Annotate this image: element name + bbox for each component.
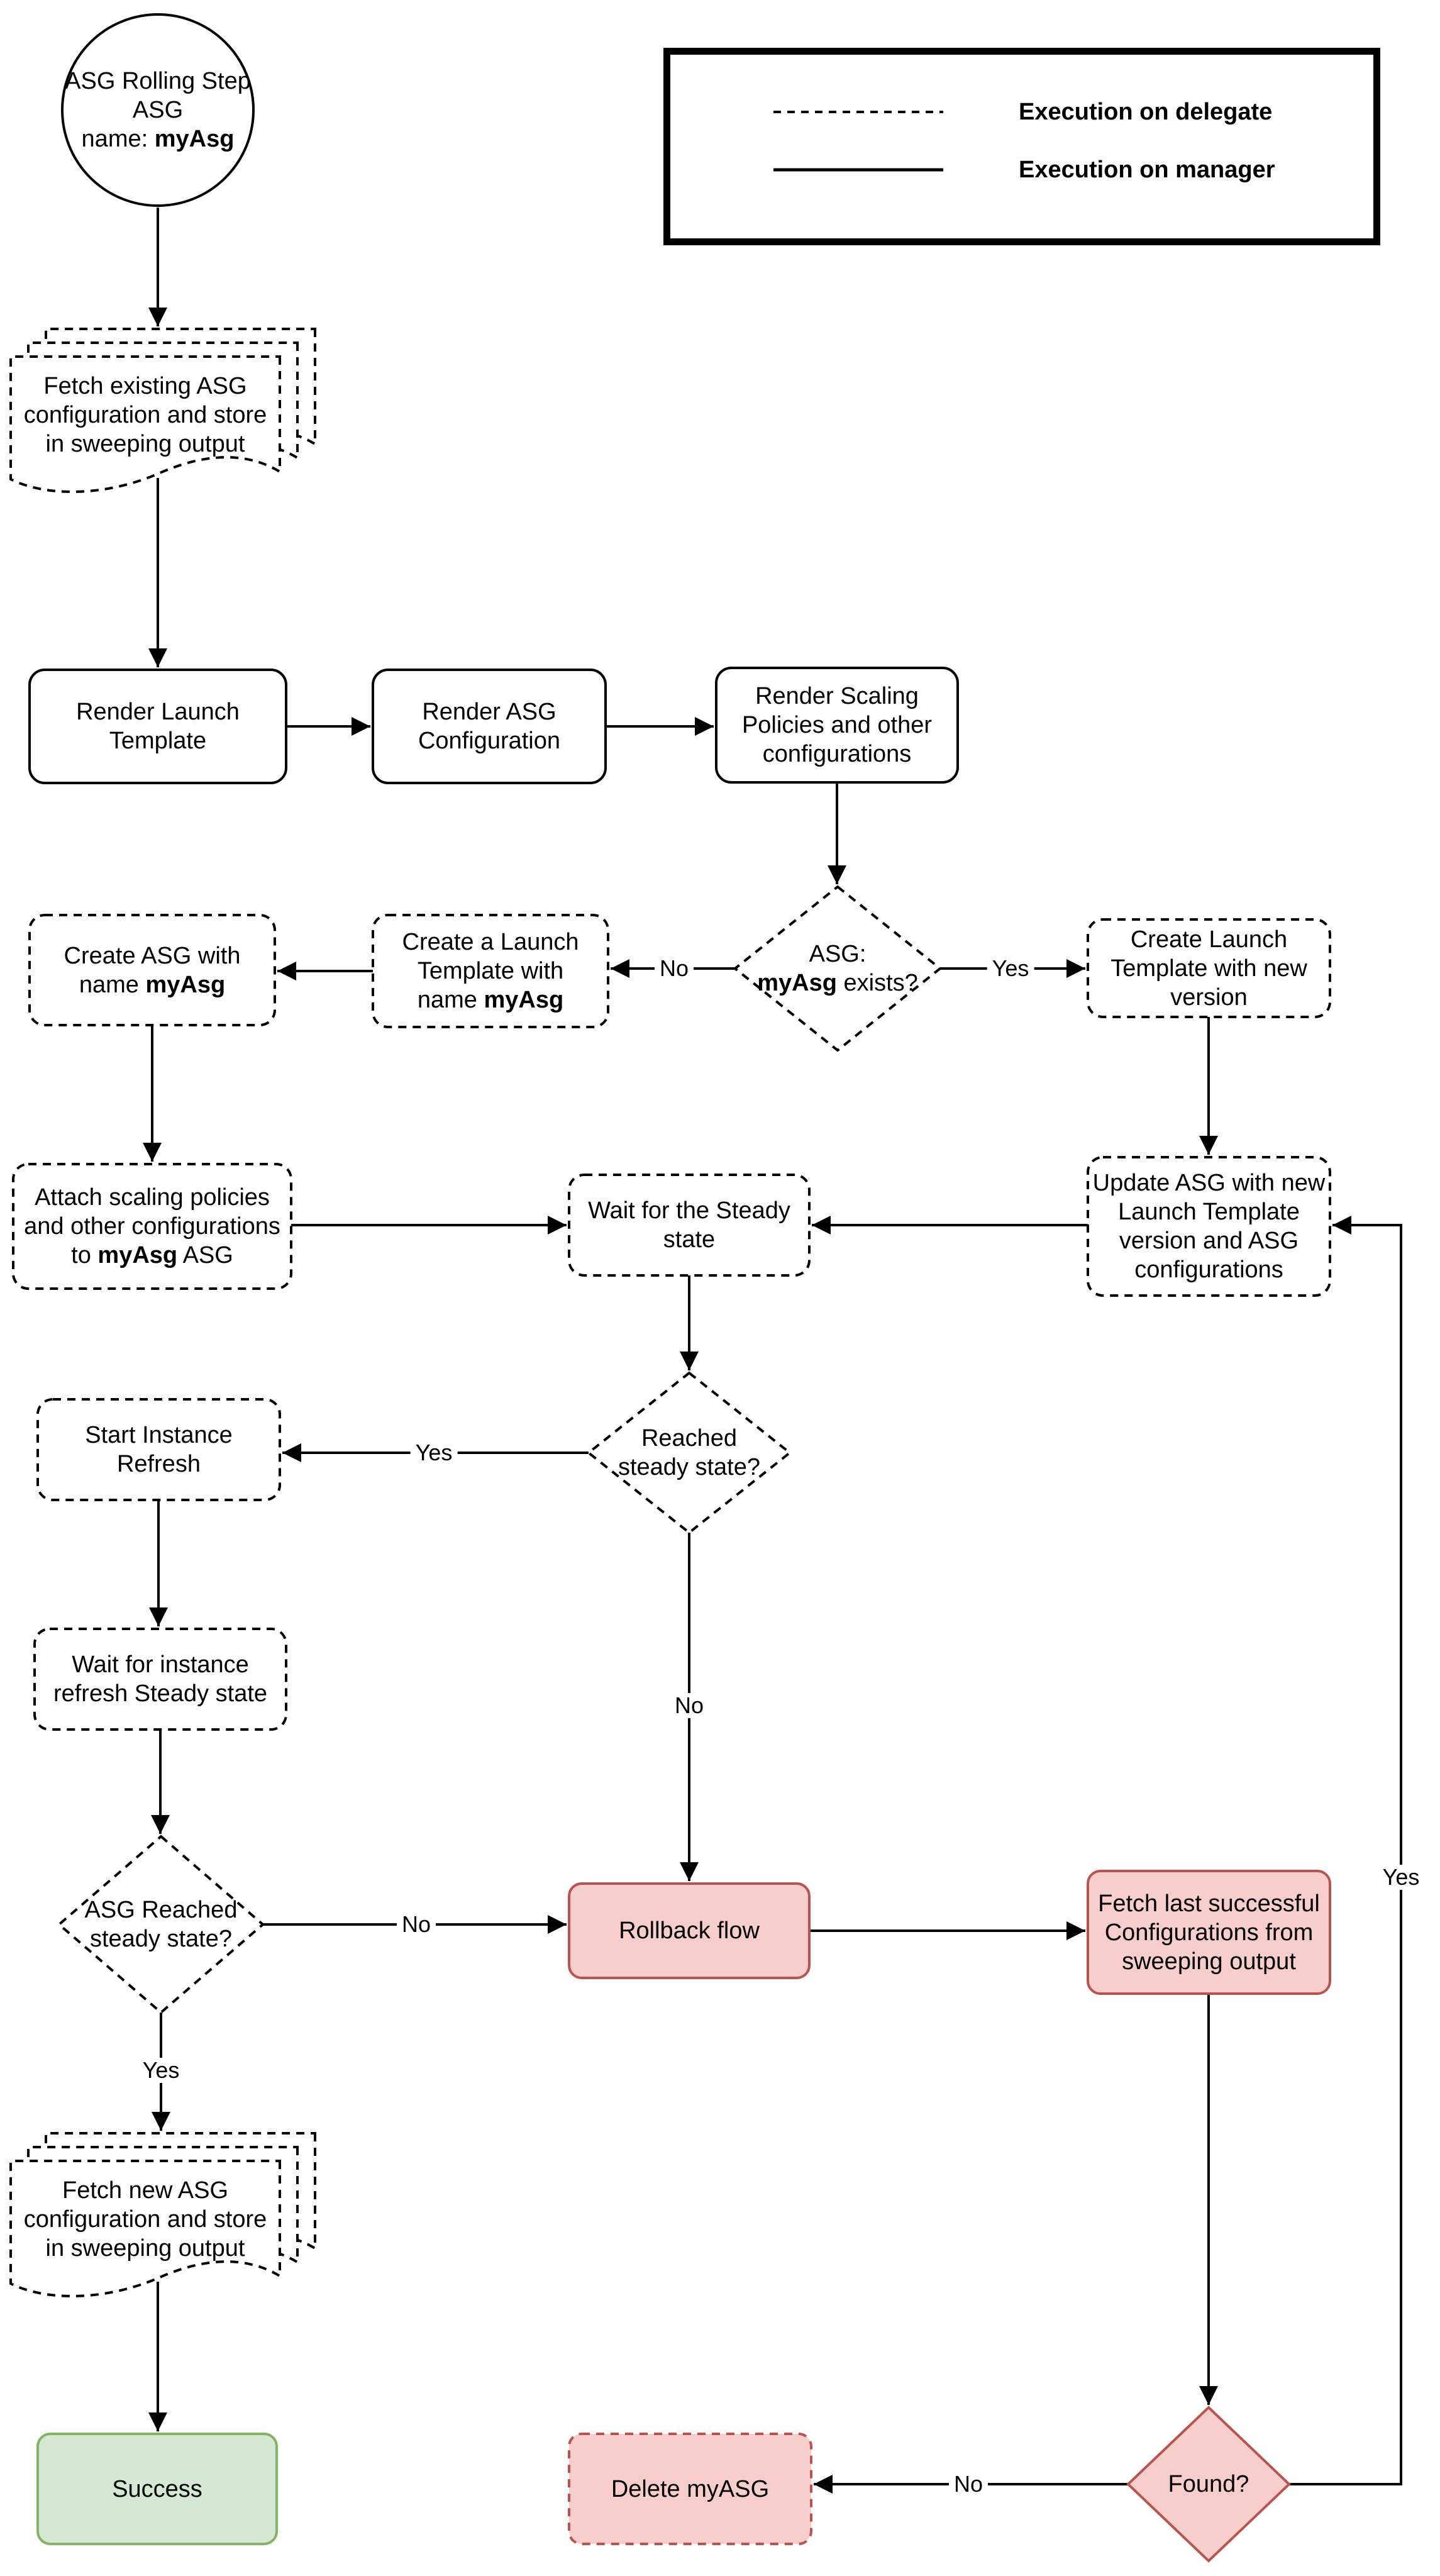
edge-label-asg-exists-yes: Yes — [987, 956, 1034, 981]
edge-label-asg-reached-yes: Yes — [138, 2058, 185, 2083]
create-launch-myasg-label: Create a Launch Template with name myAsg — [402, 929, 579, 1013]
fetch-last-label: Fetch last successful Configurations from sweeping output — [1098, 1890, 1320, 1975]
render-asg-label: Render ASG Configuration — [418, 699, 561, 754]
wait-refresh-label: Wait for instance refresh Steady state — [53, 1652, 268, 1707]
reached-steady-label: Reached steady state? — [618, 1425, 761, 1480]
start-node-label: ASG Rolling Step ASG name: myAsg — [65, 68, 251, 152]
start-refresh-label: Start Instance Refresh — [85, 1422, 233, 1477]
legend-box — [663, 48, 1380, 245]
wait-steady-label: Wait for the Steady state — [588, 1197, 790, 1253]
success-label: Success — [112, 2475, 202, 2502]
edge-label-reached-yes: Yes — [411, 1440, 458, 1465]
asg-reached-label: ASG Reached steady state? — [84, 1897, 238, 1952]
asg-exists-diamond-label: ASG: myAsg exists? — [757, 941, 918, 996]
legend-label-delegate: Execution on delegate — [1019, 99, 1273, 125]
edge-label-found-yes: Yes — [1378, 1865, 1425, 1890]
update-asg-label: Update ASG with new Launch Template version and ASG configurations — [1092, 1170, 1326, 1283]
rollback-label: Rollback flow — [619, 1918, 760, 1944]
edge-label-asg-reached-no: No — [397, 1912, 436, 1937]
render-scaling-label: Render Scaling Policies and other configurations — [741, 683, 933, 767]
fetch-existing-label: Fetch existing ASG configuration and store in sweeping output — [23, 372, 267, 457]
edge-label-reached-no: No — [670, 1693, 709, 1718]
attach-scaling-label: Attach scaling policies and other configurations to myAsg ASG — [24, 1184, 280, 1269]
create-launch-new-label: Create Launch Template with new version — [1110, 926, 1307, 1011]
render-launch-label: Render Launch Template — [76, 699, 240, 754]
edge-label-found-no: No — [949, 2472, 988, 2497]
found-diamond-label: Found? — [1168, 2471, 1249, 2497]
delete-myasg-label: Delete myASG — [611, 2475, 770, 2502]
edge-label-asg-exists-no: No — [655, 956, 694, 981]
edge-found-yes — [1289, 1225, 1401, 2484]
create-asg-label: Create ASG with name myAsg — [64, 942, 241, 998]
fetch-new-label: Fetch new ASG configuration and store in sweeping output — [23, 2177, 267, 2262]
legend-label-manager: Execution on manager — [1019, 157, 1275, 183]
